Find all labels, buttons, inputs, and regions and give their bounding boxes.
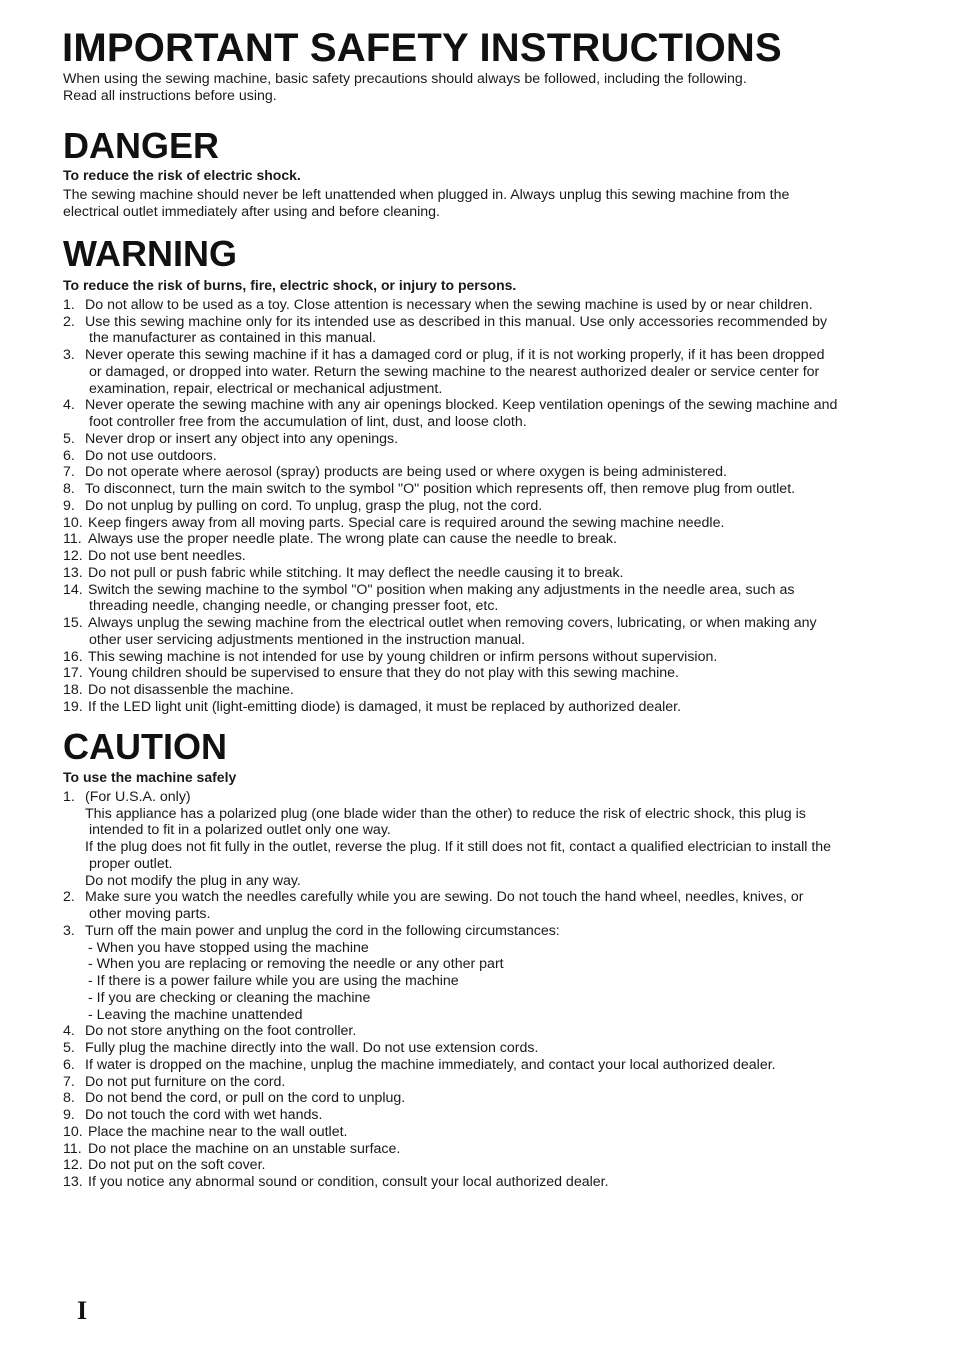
warning-item (63, 498, 893, 515)
item-number: 13. (63, 1174, 83, 1190)
item-number: 17. (63, 665, 83, 682)
warning-item (63, 515, 893, 532)
warning-item (63, 464, 893, 481)
item-number: 7. (63, 1073, 75, 1090)
item-number: 12. (63, 548, 83, 564)
warning-item (63, 649, 893, 666)
item-number: 10. (63, 1123, 83, 1140)
item-number: 10. (63, 514, 83, 531)
caution-item (63, 1141, 893, 1158)
item-line: To disconnect, turn the main switch to the symbol "O" position which represents off, then remove plug from outlet. (85, 481, 796, 497)
warning-item (63, 699, 893, 716)
warning-heading: WARNING (63, 233, 237, 274)
caution-item (63, 1040, 893, 1057)
bullet-item: - Leaving the machine unattended (88, 1006, 303, 1023)
item-line: Do not modify the plug in any way. (85, 872, 301, 889)
item-line: Do not pull or push fabric while stitching. It may deflect the needle causing it to break. (88, 564, 624, 581)
item-line: Do not disassenble the machine. (88, 682, 294, 698)
bullet-item: - When you have stopped using the machine (88, 939, 369, 956)
item-number: 4. (63, 397, 75, 414)
caution-item (63, 1174, 893, 1191)
item-line: If the plug does not fit fully in the outlet, reverse the plug. If it still does not fit, contact a qualified electrician to install the (85, 839, 832, 855)
item-line: examination, repair, electrical or mechanical adjustment. (89, 380, 443, 397)
item-line: Never operate the sewing machine with any air openings blocked. Keep ventilation openings of the sewing machine and (85, 397, 838, 414)
page-number: I (77, 1296, 88, 1325)
item-line: Do not unplug by pulling on cord. To unplug, grasp the plug, not the cord. (85, 497, 543, 514)
item-line: Do not store anything on the foot controller. (85, 1023, 357, 1040)
item-number: 13. (63, 564, 83, 581)
item-line: Young children should be supervised to ensure that they do not play with this sewing machine. (88, 665, 679, 682)
warning-item (63, 565, 893, 582)
bullet-item: - If you are checking or cleaning the machine (88, 989, 371, 1006)
item-number: 6. (63, 1056, 75, 1073)
item-number: 2. (63, 889, 75, 906)
caution-item (63, 1090, 893, 1107)
caution-item (63, 1124, 893, 1141)
warning-section (63, 277, 893, 716)
item-line: other moving parts. (89, 906, 211, 922)
item-line: Place the machine near to the wall outlet. (88, 1123, 348, 1140)
warning-item (63, 582, 893, 616)
danger-text-line: electrical outlet immediately after using and before cleaning. (63, 203, 440, 220)
item-line: If the LED light unit (light-emitting diode) is damaged, it must be replaced by authorized dealer. (88, 698, 682, 715)
item-line: This appliance has a polarized plug (one blade wider than the other) to reduce the risk of electric shock, this plug is (85, 805, 806, 822)
warning-item (63, 448, 893, 465)
item-number: 4. (63, 1023, 75, 1040)
item-line: Fully plug the machine directly into the wall. Do not use extension cords. (85, 1040, 539, 1056)
caution-item-2 (63, 889, 893, 923)
intro-text (63, 71, 893, 105)
item-line: Do not put on the soft cover. (88, 1157, 266, 1174)
caution-item-1 (63, 789, 893, 890)
item-number: 1. (63, 788, 75, 805)
bullet-item: - When you are replacing or removing the needle or any other part (88, 956, 504, 973)
item-line: Do not bend the cord, or pull on the cord to unplug. (85, 1090, 406, 1107)
item-number: 8. (63, 1090, 75, 1107)
item-line: Never operate this sewing machine if it has a damaged cord or plug, if it is not working properly, if it has been dropped (85, 347, 825, 363)
item-number: 16. (63, 648, 83, 665)
warning-item (63, 481, 893, 498)
item-number: 11. (63, 1140, 82, 1157)
item-line: If you notice any abnormal sound or condition, consult your local authorized dealer. (88, 1174, 609, 1190)
item-line: Always unplug the sewing machine from the electrical outlet when removing covers, lubricating, or when making any (88, 615, 817, 631)
warning-item (63, 615, 893, 649)
caution-subheading: To use the machine safely (63, 769, 237, 785)
item-number: 6. (63, 447, 75, 464)
caution-section (63, 769, 893, 1191)
item-number: 9. (63, 497, 75, 514)
item-line: other user servicing adjustments mentioned in the instruction manual. (89, 631, 526, 648)
item-label: (For U.S.A. only) (85, 788, 191, 805)
caution-item (63, 1023, 893, 1040)
warning-item (63, 548, 893, 565)
item-line: Do not use bent needles. (88, 548, 246, 564)
item-number: 3. (63, 922, 75, 939)
warning-item (63, 314, 893, 348)
danger-text-line: The sewing machine should never be left unattended when plugged in. Always unplug this sewing machine from the (63, 186, 790, 203)
caution-heading: CAUTION (63, 726, 227, 767)
item-number: 3. (63, 347, 75, 363)
item-line: or damaged, or dropped into water. Return the sewing machine to the nearest authorized dealer or service center for (89, 363, 820, 380)
item-number: 1. (63, 296, 75, 313)
warning-item (63, 297, 893, 314)
item-line: Do not place the machine on an unstable surface. (88, 1140, 401, 1157)
caution-item (63, 1107, 893, 1124)
caution-list (63, 1023, 893, 1191)
item-number: 5. (63, 1040, 75, 1056)
item-line: Turn off the main power and unplug the cord in the following circumstances: (85, 922, 560, 939)
warning-item (63, 347, 893, 397)
warning-subheading: To reduce the risk of burns, fire, electric shock, or injury to persons. (63, 277, 517, 293)
intro-line: When using the sewing machine, basic safety precautions should always be followed, including the following. (63, 71, 747, 87)
item-line: Keep fingers away from all moving parts. Special care is required around the sewing machine needle. (88, 514, 725, 531)
item-line: This sewing machine is not intended for use by young children or infirm persons without supervision. (88, 648, 718, 665)
item-number: 19. (63, 698, 83, 715)
item-line: Never drop or insert any object into any openings. (85, 430, 399, 447)
warning-item (63, 431, 893, 448)
caution-item (63, 1057, 893, 1074)
caution-item-3 (63, 923, 893, 1024)
warning-list (63, 297, 893, 716)
item-number: 7. (63, 464, 75, 481)
item-number: 9. (63, 1107, 75, 1123)
item-line: Do not put furniture on the cord. (85, 1073, 286, 1090)
warning-item (63, 665, 893, 682)
item-number: 8. (63, 481, 75, 497)
warning-item (63, 397, 893, 431)
item-number: 14. (63, 581, 83, 598)
item-line: If water is dropped on the machine, unplug the machine immediately, and contact your local authorized dealer. (85, 1056, 776, 1073)
warning-item (63, 531, 893, 548)
item-line: foot controller free from the accumulation of lint, dust, and loose cloth. (89, 414, 527, 430)
item-line: Do not allow to be used as a toy. Close attention is necessary when the sewing machine is used by or near children. (85, 296, 813, 313)
item-line: Make sure you watch the needles carefully while you are sewing. Do not touch the hand wheel, needles, knives, or (85, 889, 804, 906)
page-title: IMPORTANT SAFETY INSTRUCTIONS (62, 26, 782, 70)
intro-line: Read all instructions before using. (63, 87, 277, 104)
caution-item (63, 1157, 893, 1174)
item-line: threading needle, changing needle, or changing presser foot, etc. (89, 598, 499, 615)
bullet-item: - If there is a power failure while you are using the machine (88, 973, 459, 989)
item-number: 12. (63, 1157, 83, 1174)
item-line: Switch the sewing machine to the symbol "O" position when making any adjustments in the needle area, such as (88, 581, 795, 598)
item-number: 5. (63, 430, 75, 447)
item-number: 15. (63, 615, 83, 631)
item-line: Do not use outdoors. (85, 447, 217, 464)
danger-section (63, 167, 893, 220)
item-line: Use this sewing machine only for its intended use as described in this manual. Use only accessories recommended by (85, 313, 828, 330)
item-number: 11. (63, 531, 82, 548)
caution-item (63, 1074, 893, 1091)
danger-subheading: To reduce the risk of electric shock. (63, 167, 301, 183)
item-number: 2. (63, 313, 75, 330)
item-line: the manufacturer as contained in this manual. (89, 330, 377, 347)
item-line: proper outlet. (89, 855, 173, 872)
item-number: 18. (63, 682, 83, 698)
item-line: Do not operate where aerosol (spray) products are being used or where oxygen is being administered. (85, 464, 727, 481)
item-line: Do not touch the cord with wet hands. (85, 1107, 323, 1123)
item-line: Always use the proper needle plate. The wrong plate can cause the needle to break. (88, 531, 617, 548)
warning-item (63, 682, 893, 699)
danger-heading: DANGER (63, 125, 220, 166)
item-line: intended to fit in a polarized outlet only one way. (89, 822, 391, 839)
